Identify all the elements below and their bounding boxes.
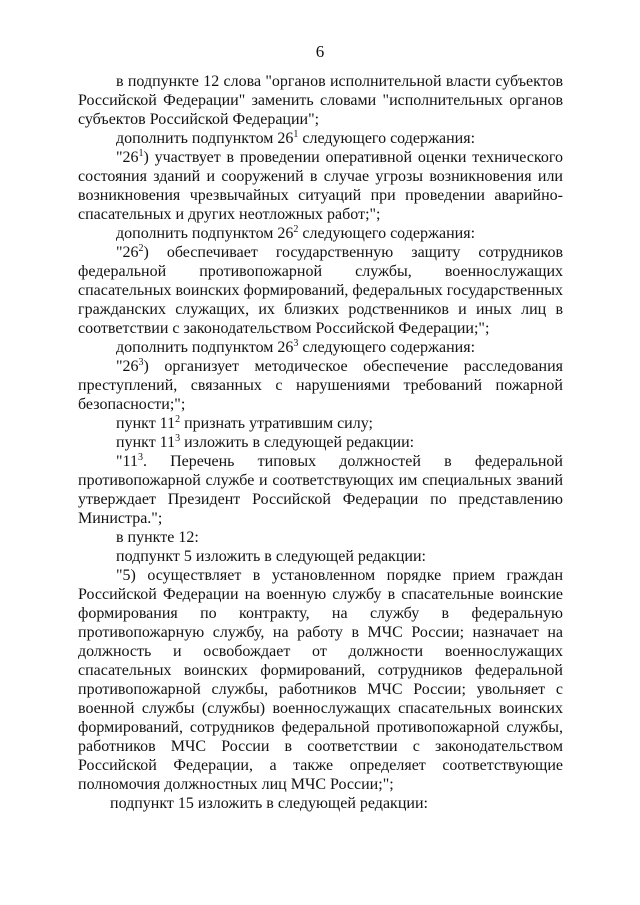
paragraph-subparagraph-5-text: "5) осуществляет в установленном порядке прием граждан Российской Федерации на военную службу в спасательные воинские формирования по контракту, на службу в федеральную противопожарную службу, на работу в МЧС России; назначает на должность и освобождает от должности военнослужащих спасательных воинских формирований, сотрудников федеральной противопожарной службы, работников МЧС России; увольняет с военной службы (службы) военнослужащих спасательных воинских формирований, сотрудников федеральной противопожарной службы, работников МЧС России в соответствии с законодательством Российской Федерации, а также определяет соответствующие полномочия должностных лиц МЧС России;";	[78, 567, 563, 793]
paragraph-in-point-12: в пункте 12:	[116, 529, 199, 546]
page-number: 6	[315, 42, 325, 61]
paragraph-add-26-1-intro: дополнить подпунктом $26^1$ следующего содержания:	[116, 129, 476, 147]
paragraph-repeal-11-2: пункт $11^2$ признать утратившим силу;	[116, 414, 373, 432]
paragraph-restate-11-3-intro: пункт $11^3$ изложить в следующей редакции:	[116, 433, 415, 451]
paragraph-restate-subparagraph-15-intro: подпункт 15 изложить в следующей редакции:	[110, 795, 428, 812]
paragraph-26-2-text: "$26^2$) обеспечивает государственную защиту сотрудников федеральной противопожарной службы, военнослужащих спасательных воинских формирований, федеральных государственных гражданских служащих, их близких родственников и иных лиц в соответствии с законодательством Российской Федерации;";	[78, 243, 563, 337]
paragraph-restate-subparagraph-5-intro: подпункт 5 изложить в следующей редакции:	[116, 548, 426, 565]
paragraph-add-26-2-intro: дополнить подпунктом $26^2$ следующего содержания:	[116, 224, 476, 242]
paragraph-26-1-text: "$26^1$) участвует в проведении оперативной оценки технического состояния зданий и сооружений в случае угрозы возникновения или возникновения чрезвычайных ситуаций при проведении аварийно-спасательных и других неотложных работ;";	[78, 148, 563, 223]
paragraph-26-3-text: "$26^3$) организует методическое обеспечение расследования преступлений, связанных с нарушениями требований пожарной безопасности;";	[78, 357, 563, 413]
paragraph-11-3-text: "$11^3$. Перечень типовых должностей в федеральной противопожарной службе и соответствующих им специальных званий утверждает Президент Российской Федерации по представлению Министра.";	[78, 452, 563, 527]
document-body	[78, 72, 563, 813]
paragraph-amend-subparagraph-12: в подпункте 12 слова "органов исполнительной власти субъектов Российской Федерации" заменить словами "исполнительных органов субъектов Российской Федерации";	[78, 73, 563, 128]
paragraph-add-26-3-intro: дополнить подпунктом $26^3$ следующего содержания:	[116, 338, 476, 356]
